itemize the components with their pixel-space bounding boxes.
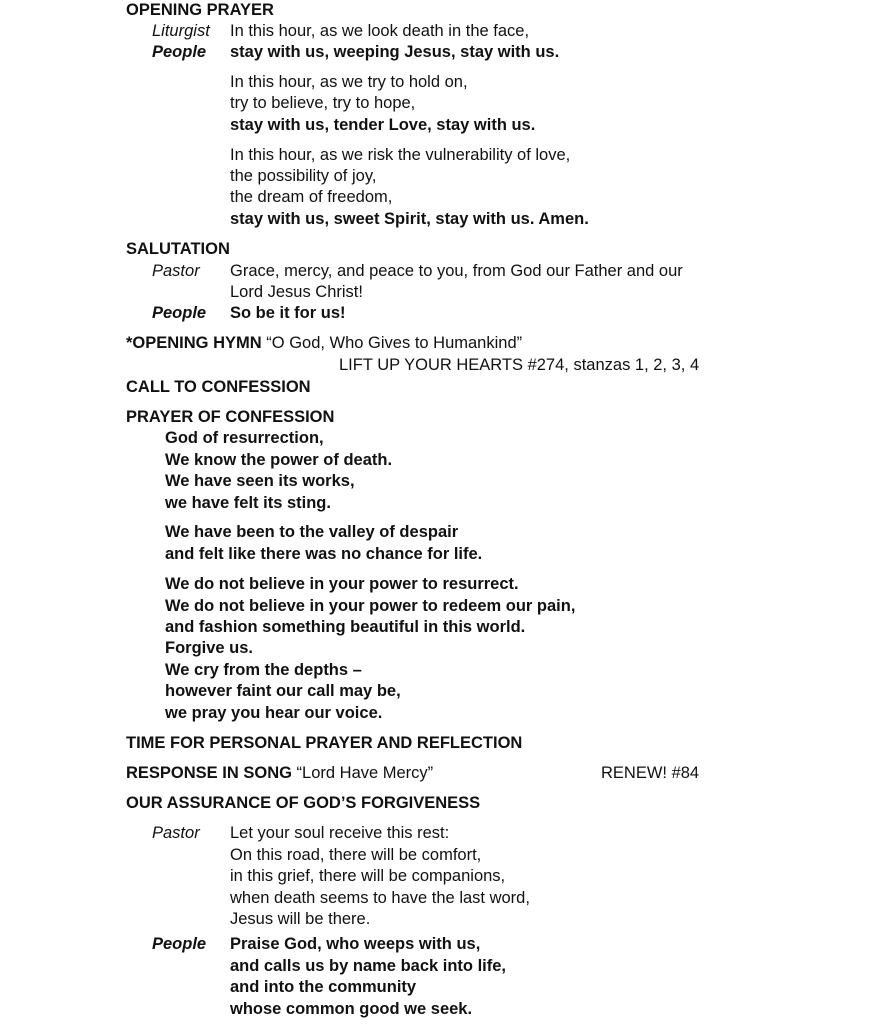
confession-line: and fashion something beautiful in this world.	[165, 618, 526, 636]
salutation-line: Grace, mercy, and peace to you, from God our Father and our	[230, 262, 683, 280]
confession-line: We have been to the valley of despair	[165, 523, 459, 541]
assurance-line: Let your soul receive this rest:	[230, 824, 450, 842]
opening-hymn-heading: *OPENING HYMN	[126, 334, 262, 352]
liturgist-label: Liturgist	[152, 22, 210, 40]
salutation-line: So be it for us!	[230, 304, 346, 322]
response-in-song-heading: RESPONSE IN SONG	[126, 764, 292, 782]
assurance-line: and calls us by name back into life,	[230, 957, 507, 975]
assurance-line: Praise God, who weeps with us,	[230, 935, 481, 953]
prayer-line: the possibility of joy,	[230, 167, 377, 185]
pastor-label: Pastor	[152, 824, 200, 842]
confession-line: We do not believe in your power to redeem our pain,	[165, 597, 576, 615]
confession-line: however faint our call may be,	[165, 682, 401, 700]
assurance-line: and into the community	[230, 978, 417, 996]
salutation-heading: SALUTATION	[126, 240, 230, 258]
opening-prayer-heading: OPENING PRAYER	[126, 1, 274, 19]
confession-line: Forgive us.	[165, 639, 254, 657]
prayer-line: In this hour, as we look death in the face,	[230, 22, 530, 40]
confession-line: we have felt its sting.	[165, 494, 331, 512]
personal-prayer-heading: TIME FOR PERSONAL PRAYER AND REFLECTION	[126, 734, 523, 752]
assurance-line: whose common good we seek.	[230, 1000, 473, 1018]
assurance-line: in this grief, there will be companions,	[230, 867, 506, 885]
prayer-of-confession-heading: PRAYER OF CONFESSION	[126, 408, 335, 426]
response-in-song-line	[126, 763, 433, 783]
prayer-line: stay with us, sweet Spirit, stay with us. Amen.	[230, 210, 589, 228]
assurance-line: when death seems to have the last word,	[230, 889, 530, 907]
people-label: People	[152, 304, 207, 322]
prayer-line: In this hour, as we try to hold on,	[230, 73, 468, 91]
prayer-line: stay with us, tender Love, stay with us.	[230, 116, 536, 134]
people-label: People	[152, 43, 207, 61]
opening-hymn-line	[126, 333, 522, 353]
prayer-line: try to believe, try to hope,	[230, 94, 416, 112]
confession-line: We have seen its works,	[165, 472, 355, 490]
confession-line: We know the power of death.	[165, 451, 393, 469]
confession-line: God of resurrection,	[165, 429, 324, 447]
prayer-line: the dream of freedom,	[230, 188, 393, 206]
prayer-line: stay with us, weeping Jesus, stay with us.	[230, 43, 560, 61]
confession-line: and felt like there was no chance for life.	[165, 545, 483, 563]
assurance-heading: OUR ASSURANCE OF GOD’S FORGIVENESS	[126, 794, 481, 812]
opening-hymn-source: LIFT UP YOUR HEARTS #274, stanzas 1, 2, 3, 4	[339, 356, 700, 374]
salutation-line: Lord Jesus Christ!	[230, 283, 363, 301]
assurance-line: On this road, there will be comfort,	[230, 846, 482, 864]
pastor-label: Pastor	[152, 262, 200, 280]
call-to-confession-heading: CALL TO CONFESSION	[126, 378, 311, 396]
confession-line: we pray you hear our voice.	[165, 704, 383, 722]
people-label: People	[152, 935, 207, 953]
confession-line: We do not believe in your power to resurrect.	[165, 575, 519, 593]
prayer-line: In this hour, as we risk the vulnerability of love,	[230, 146, 571, 164]
response-in-song-source: RENEW! #84	[601, 764, 700, 782]
opening-hymn-title: “O God, Who Gives to Humankind”	[266, 334, 523, 352]
confession-line: We cry from the depths –	[165, 661, 362, 679]
assurance-line: Jesus will be there.	[230, 910, 371, 928]
response-in-song-title: “Lord Have Mercy”	[296, 764, 434, 782]
